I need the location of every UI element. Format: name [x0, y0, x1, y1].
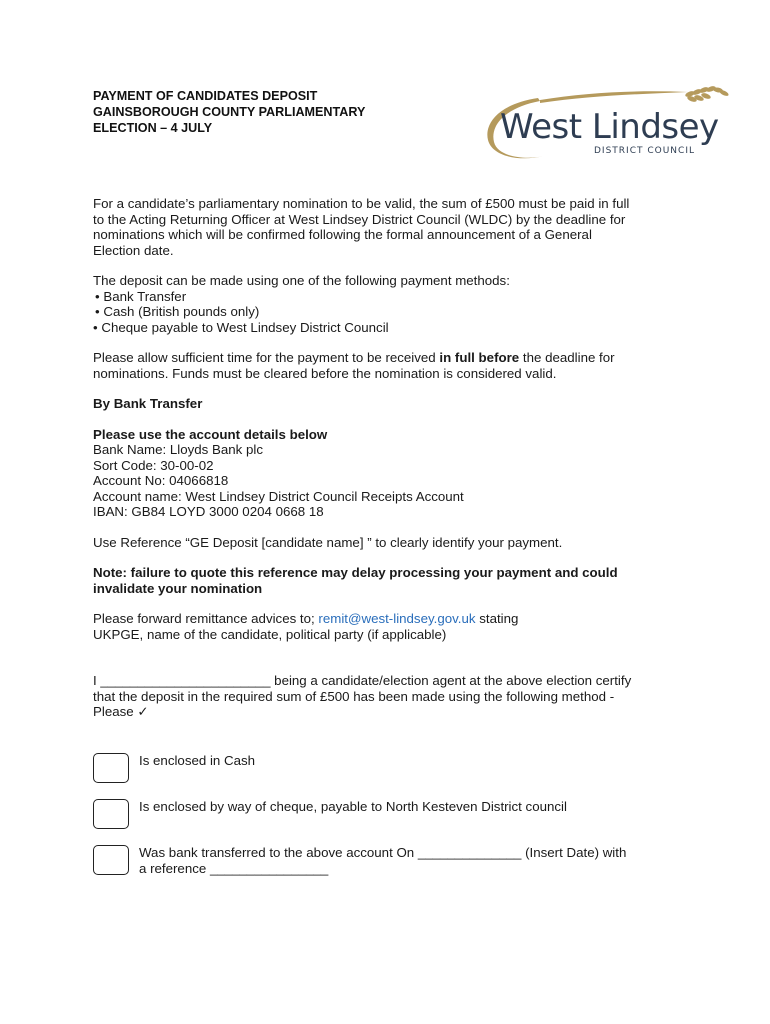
- logo-subtitle: DISTRICT COUNCIL: [594, 146, 695, 156]
- cheque-checkbox[interactable]: [93, 799, 129, 829]
- reference-instruction: Use Reference “GE Deposit [candidate name] ” to clearly identify your payment.: [93, 534, 563, 550]
- intro-line-1: For a candidate’s parliamentary nomination to be valid, the sum of £500 must be paid in full: [93, 196, 630, 211]
- title-line-1: PAYMENT OF CANDIDATES DEPOSIT: [93, 89, 318, 103]
- account-details-heading: Please use the account details below: [93, 426, 328, 442]
- timing-text-after: the deadline for: [519, 350, 615, 365]
- document-body: [93, 196, 683, 720]
- sort-code: Sort Code: 30-00-02: [93, 457, 214, 473]
- methods-intro: The deposit can be made using one of the following payment methods:: [93, 273, 510, 288]
- method-bank-transfer: • Bank Transfer: [95, 288, 187, 304]
- note-line-2: invalidate your nomination: [93, 580, 263, 596]
- timing-line-1: [93, 350, 683, 366]
- certification-line-3: Please ✓: [93, 704, 149, 719]
- cheque-label: Is enclosed by way of cheque, payable to North Kesteven District council: [139, 799, 567, 814]
- bank-transfer-label-line-2: a reference ________________: [139, 860, 329, 876]
- remittance-text-after: stating: [475, 611, 519, 626]
- logo-swoosh-top: [540, 91, 688, 103]
- cash-checkbox[interactable]: [93, 753, 129, 783]
- timing-emphasis: in full before: [439, 350, 520, 365]
- logo-name: West Lindsey: [500, 107, 719, 147]
- west-lindsey-logo: [478, 80, 734, 170]
- method-cheque: • Cheque payable to West Lindsey District Council: [93, 319, 389, 335]
- document-title: [93, 88, 423, 136]
- method-cash: • Cash (British pounds only): [95, 304, 260, 319]
- certification-line-1: I _______________________ being a candidate/election agent at the above election certify: [93, 673, 632, 688]
- intro-line-2: to the Acting Returning Officer at West Lindsey District Council (WLDC) by the deadline for: [93, 211, 626, 227]
- title-line-3: ELECTION – 4 JULY: [93, 121, 213, 135]
- intro-line-3: nominations which will be confirmed following the formal announcement of a General: [93, 227, 592, 242]
- remittance-text-before: Please forward remittance advices to;: [93, 611, 319, 626]
- bank-transfer-label-line-1: Was bank transferred to the above account On ______________ (Insert Date) with: [139, 845, 627, 860]
- timing-text-before: Please allow sufficient time for the payment to be received: [93, 350, 440, 365]
- bank-name: Bank Name: Lloyds Bank plc: [93, 442, 263, 457]
- remittance-line-1: [93, 611, 683, 627]
- remittance-email-link[interactable]: remit@west-lindsey.gov.uk: [318, 611, 476, 626]
- note-line-1: Note: failure to quote this reference may delay processing your payment and could: [93, 565, 618, 580]
- intro-line-4: Election date.: [93, 242, 174, 258]
- title-line-2: GAINSBOROUGH COUNTY PARLIAMENTARY: [93, 105, 366, 119]
- wheat-icon: [684, 85, 729, 103]
- iban: IBAN: GB84 LOYD 3000 0204 0668 18: [93, 504, 324, 519]
- account-number: Account No: 04066818: [93, 473, 229, 488]
- bank-transfer-label: [139, 845, 679, 876]
- timing-line-2: nominations. Funds must be cleared before the nomination is considered valid.: [93, 365, 557, 381]
- cash-label: Is enclosed in Cash: [139, 753, 256, 768]
- certification-line-2: that the deposit in the required sum of £500 has been made using the following method -: [93, 688, 615, 704]
- bank-transfer-heading: By Bank Transfer: [93, 396, 203, 411]
- remittance-line-2: UKPGE, name of the candidate, political party (if applicable): [93, 626, 447, 642]
- bank-transfer-checkbox[interactable]: [93, 845, 129, 875]
- account-name: Account name: West Lindsey District Council Receipts Account: [93, 488, 464, 504]
